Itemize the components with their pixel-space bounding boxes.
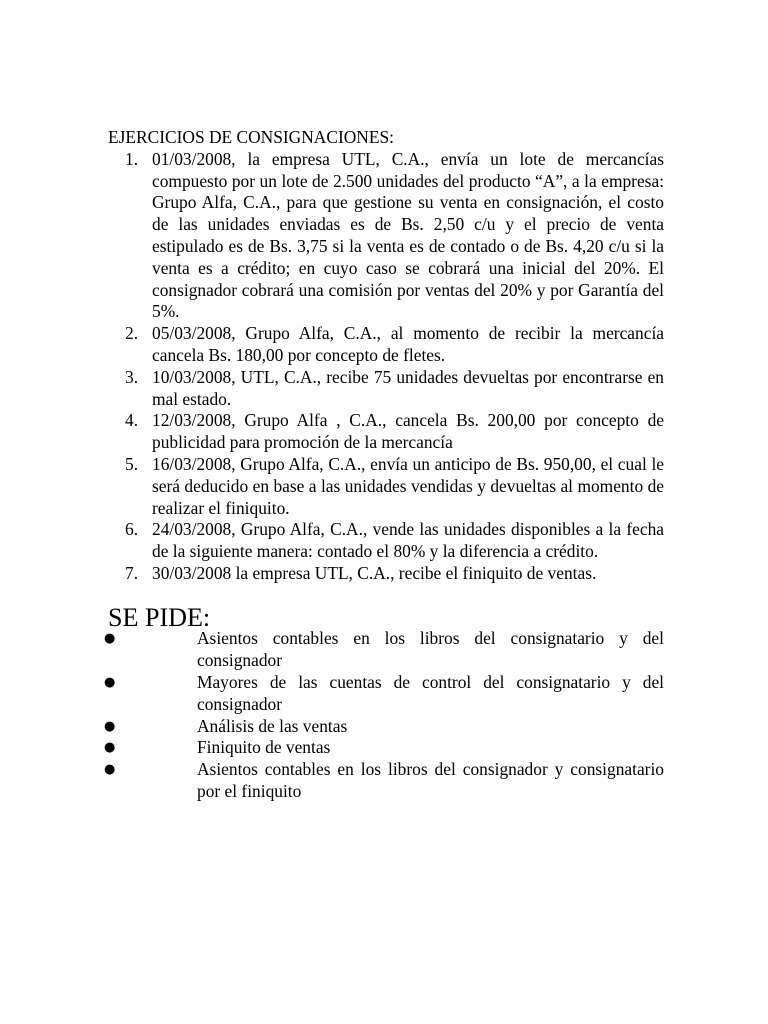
exercise-item xyxy=(108,454,664,519)
task-text: Mayores de las cuentas de control del consignatario y del consignador xyxy=(197,671,664,714)
exercise-number: 6. xyxy=(125,519,139,540)
exercise-item xyxy=(108,410,664,454)
exercise-number: 4. xyxy=(125,410,139,431)
exercise-item xyxy=(108,563,664,585)
bullet-icon: ● xyxy=(104,631,116,647)
exercise-text: 01/03/2008, la empresa UTL, C.A., envía un lote de mercancías compuesto por un lote de 2.500 unidades del producto “A”, a la empresa: Grupo Alfa, C.A., para que gestione su venta en consignación, el costo de las unidades enviadas es de Bs. 2,50 c/u y el precio de venta estipulado es de Bs. 3,75 si la venta es de contado o de Bs. 4,20 c/u si la venta es a crédito; en cuyo caso se cobrará una inicial del 20%. El consignador cobrará una comisión por ventas del 20% y por Garantía del 5%. xyxy=(152,148,664,322)
task-text: Asientos contables en los libros del consignatario y del consignador xyxy=(197,628,664,671)
exercise-item xyxy=(108,149,664,323)
task-text: Asientos contables en los libros del consignador y consignatario por el finiquito xyxy=(197,759,664,801)
bullet-icon: ● xyxy=(104,674,116,690)
document-page xyxy=(104,127,664,803)
bullet-icon: ● xyxy=(104,718,116,734)
exercise-text: 05/03/2008, Grupo Alfa, C.A., al momento de recibir la mercancía cancela Bs. 180,00 por concepto de fletes. xyxy=(152,323,664,365)
section-title: SE PIDE: xyxy=(108,602,211,632)
exercise-item xyxy=(108,323,664,367)
task-text: Finiquito de ventas xyxy=(197,737,331,758)
exercise-item xyxy=(108,367,664,411)
task-list xyxy=(104,628,664,802)
bullet-icon: ● xyxy=(104,762,116,778)
exercise-number: 7. xyxy=(125,562,139,583)
task-item xyxy=(104,628,664,672)
exercise-item xyxy=(108,519,664,563)
exercise-number: 5. xyxy=(125,453,139,474)
exercise-text: 30/03/2008 la empresa UTL, C.A., recibe el finiquito de ventas. xyxy=(152,562,597,583)
exercise-number: 3. xyxy=(125,366,139,387)
task-item xyxy=(104,715,664,738)
exercise-text: 12/03/2008, Grupo Alfa , C.A., cancela Bs. 200,00 por concepto de publicidad para promoción de la mercancía xyxy=(152,410,664,453)
document-title: EJERCICIOS DE CONSIGNACIONES: xyxy=(108,127,394,147)
exercise-text: 16/03/2008, Grupo Alfa, C.A., envía un anticipo de Bs. 950,00, el cual le será deducido en base a las unidades vendidas y devueltas al momento de realizar el finiquito. xyxy=(152,453,664,518)
task-item xyxy=(104,759,664,803)
exercise-text: 10/03/2008, UTL, C.A., recibe 75 unidades devueltas por encontrarse en mal estado. xyxy=(152,366,664,409)
exercise-number: 1. xyxy=(125,148,139,169)
task-item xyxy=(104,671,664,716)
exercise-text: 24/03/2008, Grupo Alfa, C.A., vende las unidades disponibles a la fecha de la siguiente manera: contado el 80% y la diferencia a crédito. xyxy=(152,519,664,562)
bullet-icon: ● xyxy=(104,740,116,756)
task-item xyxy=(104,737,664,759)
exercise-list xyxy=(108,149,664,585)
exercise-number: 2. xyxy=(125,323,139,344)
task-text: Análisis de las ventas xyxy=(197,715,348,736)
